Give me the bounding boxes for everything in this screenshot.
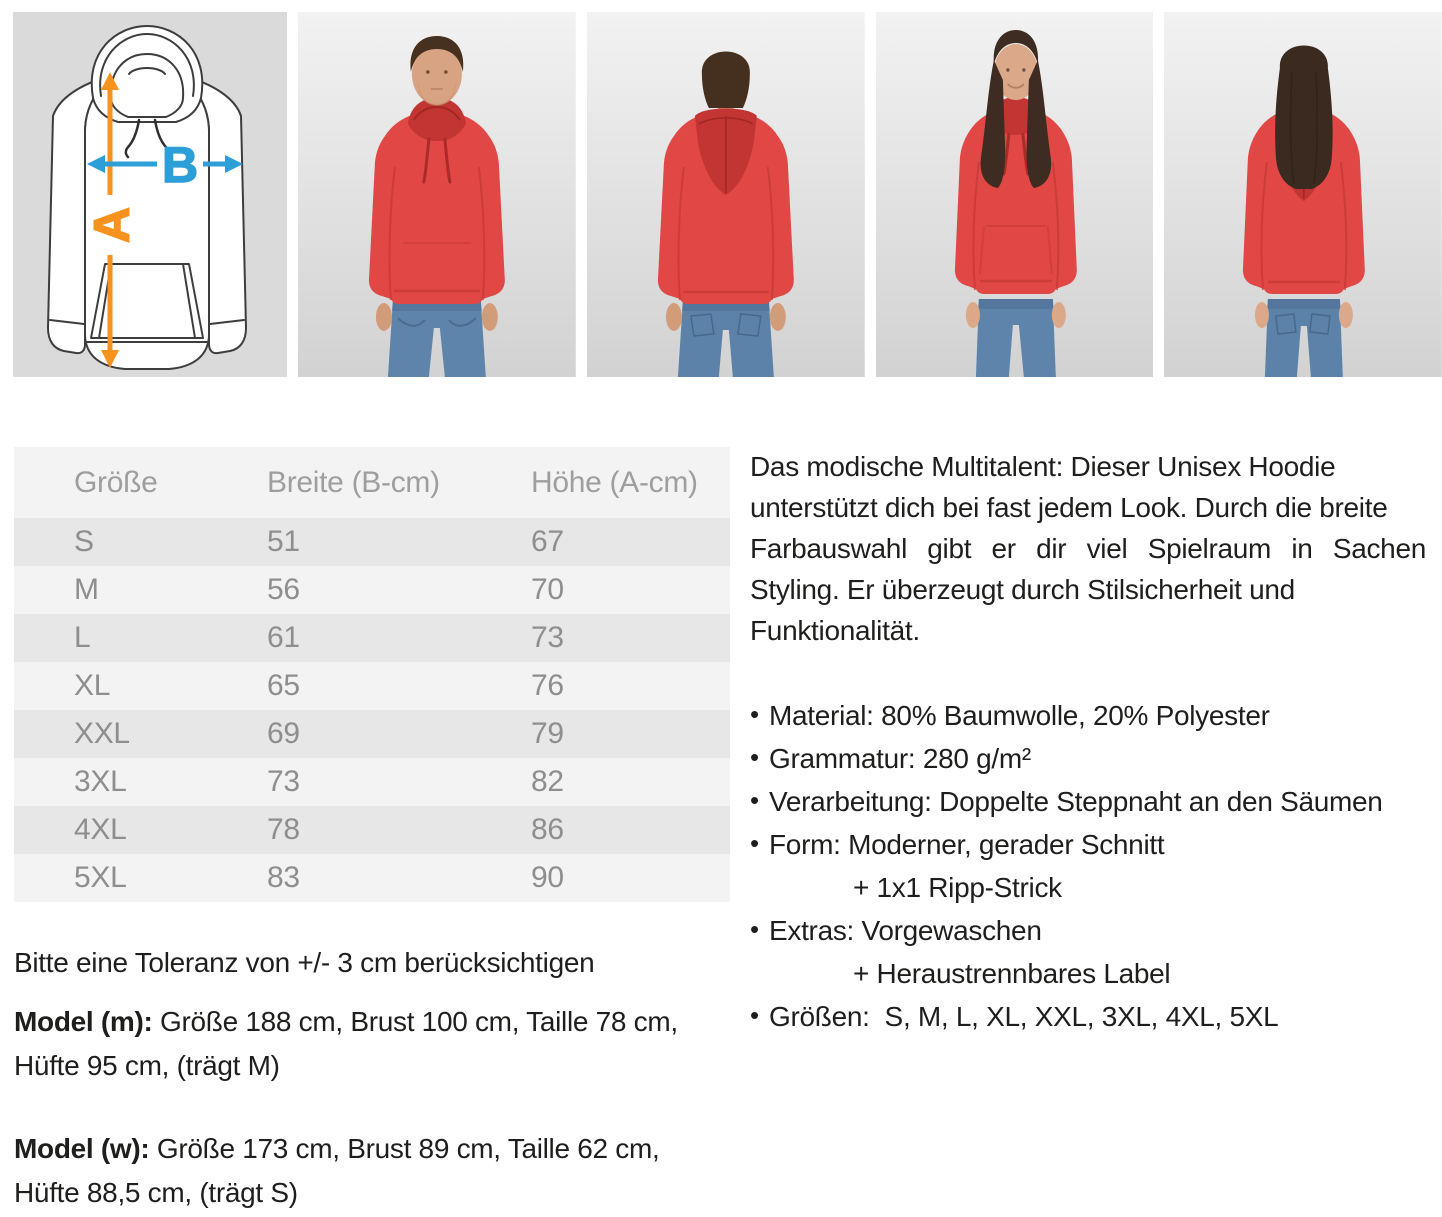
hoehe-value: 67	[531, 525, 564, 558]
breite-value: 61	[267, 621, 300, 654]
man-back-photo-icon	[587, 12, 865, 377]
breite-value: 83	[267, 861, 300, 894]
hoehe-value: 90	[531, 861, 564, 894]
hoodie-diagram-icon	[13, 12, 287, 377]
breite-value: 65	[267, 669, 300, 702]
feature-text: Material: 80% Baumwolle, 20% Polyester	[769, 700, 1270, 731]
hoehe-value: 70	[531, 573, 564, 606]
feature-item-grammatur	[750, 737, 1440, 780]
description-line: Styling. Er überzeugt durch Stilsicherheit und	[750, 574, 1295, 605]
feature-item-material	[750, 694, 1440, 737]
size-value: 4XL	[74, 813, 127, 846]
size-value: 5XL	[74, 861, 127, 894]
table-row	[14, 662, 730, 710]
hoehe-value: 76	[531, 669, 564, 702]
model-m-line1: Größe 188 cm, Brust 100 cm, Taille 78 cm,	[160, 1006, 678, 1037]
breite-value: 51	[267, 525, 300, 558]
model-m-line2: Hüfte 95 cm, (trägt M)	[14, 1050, 280, 1081]
breite-value: 78	[267, 813, 300, 846]
feature-item-extras	[750, 909, 1440, 952]
size-table-header-groesse: Größe	[74, 466, 158, 499]
hoehe-value: 79	[531, 717, 564, 750]
size-value: M	[74, 573, 99, 606]
measure-label-a: A	[84, 206, 140, 244]
size-value: L	[74, 621, 91, 654]
model-m-measurements	[14, 1000, 726, 1088]
feature-text: Form: Moderner, gerader Schnitt	[769, 829, 1165, 860]
hoodie-measurement-diagram	[13, 12, 287, 377]
feature-item-form-extra: + 1x1 Ripp-Strick	[853, 872, 1062, 903]
model-w-measurements	[14, 1127, 726, 1215]
model-w-line2: Hüfte 88,5 cm, (trägt S)	[14, 1177, 298, 1208]
product-photo-man-back	[587, 12, 865, 377]
size-table-header-breite: Breite (B-cm)	[267, 466, 440, 499]
feature-item-form	[750, 823, 1440, 866]
table-row	[14, 518, 730, 566]
size-value: XXL	[74, 717, 130, 750]
feature-list	[750, 694, 1440, 1038]
man-front-photo-icon	[298, 12, 576, 377]
feature-item-verarbeitung	[750, 780, 1440, 823]
model-m-label: Model (m):	[14, 1006, 153, 1037]
table-row	[14, 806, 730, 854]
model-w-label: Model (w):	[14, 1133, 150, 1164]
model-w-line1: Größe 173 cm, Brust 89 cm, Taille 62 cm,	[156, 1133, 660, 1164]
measure-label-b: B	[161, 137, 199, 193]
size-value: 3XL	[74, 765, 127, 798]
size-table-header-hoehe: Höhe (A-cm)	[531, 466, 698, 499]
table-row	[14, 854, 730, 902]
feature-item-extras-extra: + Heraustrennbares Label	[853, 958, 1171, 989]
feature-text: Verarbeitung: Doppelte Steppnaht an den Säumen	[769, 786, 1383, 817]
product-photo-man-front	[298, 12, 576, 377]
table-row	[14, 614, 730, 662]
table-row	[14, 566, 730, 614]
size-value: XL	[74, 669, 111, 702]
product-image-gallery	[13, 12, 1442, 377]
breite-value: 56	[267, 573, 300, 606]
feature-text: Größen: S, M, L, XL, XXL, 3XL, 4XL, 5XL	[769, 1001, 1279, 1032]
product-photo-woman-back	[1164, 12, 1442, 377]
woman-front-photo-icon	[876, 12, 1154, 377]
table-row	[14, 758, 730, 806]
table-row	[14, 710, 730, 758]
tolerance-note: Bitte eine Toleranz von +/- 3 cm berücksichtigen	[14, 947, 595, 978]
product-photo-woman-front	[876, 12, 1154, 377]
size-table-header-row	[14, 447, 730, 518]
description-line: Funktionalität.	[750, 615, 920, 646]
feature-text: Extras: Vorgewaschen	[769, 915, 1042, 946]
feature-text: Grammatur: 280 g/m²	[769, 743, 1031, 774]
breite-value: 73	[267, 765, 300, 798]
description-line: Das modische Multitalent: Dieser Unisex Hoodie	[750, 451, 1336, 482]
breite-value: 69	[267, 717, 300, 750]
description-line: Farbauswahl gibt er dir viel Spielraum in Sachen	[750, 533, 1426, 564]
size-value: S	[74, 525, 94, 558]
hoehe-value: 82	[531, 765, 564, 798]
description-line: unterstützt dich bei fast jedem Look. Durch die breite	[750, 492, 1388, 523]
feature-item-groessen	[750, 995, 1440, 1038]
product-description	[750, 446, 1426, 651]
size-table	[14, 447, 730, 902]
hoehe-value: 86	[531, 813, 564, 846]
hoehe-value: 73	[531, 621, 564, 654]
woman-back-photo-icon	[1164, 12, 1442, 377]
